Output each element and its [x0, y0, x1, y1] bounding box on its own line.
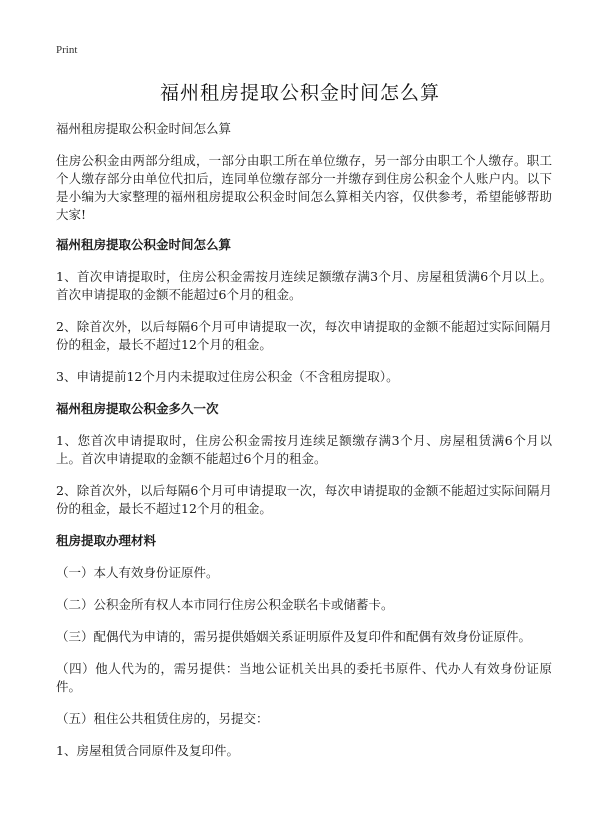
list-item: 2、除首次外，以后每隔6个月可申请提取一次，每次申请提取的金额不能超过实际间隔月份的租金，最长不超过12个月的租金。 — [56, 319, 552, 352]
intro-paragraph: 住房公积金由两部分组成，一部分由职工所在单位缴存，另一部分由职工个人缴存。职工个人缴存部分由单位代扣后，连同单位缴存部分一并缴存到住房公积金个人账户内。以下是小编为大家整理的福州租房提取公积金时间怎么算相关内容，仅供参考，希望能够帮助大家! — [56, 153, 552, 222]
section-heading-materials: 租房提取办理材料 — [56, 533, 157, 548]
document-subtitle: 福州租房提取公积金时间怎么算 — [56, 121, 232, 136]
section-heading-time: 福州租房提取公积金时间怎么算 — [56, 237, 232, 252]
list-item: （三）配偶代为申请的，需另提供婚姻关系证明原件及复印件和配偶有效身份证原件。 — [56, 629, 532, 644]
list-item: 2、除首次外，以后每隔6个月可申请提取一次，每次申请提取的金额不能超过实际间隔月份的租金，最长不超过12个月的租金。 — [56, 483, 552, 516]
print-label: Print — [56, 44, 78, 56]
list-item: 1、房屋租赁合同原件及复印件。 — [56, 743, 239, 758]
list-item: （一）本人有效身份证原件。 — [56, 565, 219, 580]
list-item: 1、您首次申请提取时，住房公积金需按月连续足额缴存满3个月、房屋租赁满6个月以上。首次申请提取的金额不能超过6个月的租金。 — [56, 433, 552, 466]
list-item: （二）公积金所有权人本市同行住房公积金联名卡或储蓄卡。 — [56, 597, 394, 612]
document-body — [56, 120, 552, 774]
list-item: 1、首次申请提取时，住房公积金需按月连续足额缴存满3个月、房屋租赁满6个月以上。首次申请提取的金额不能超过6个月的租金。 — [56, 269, 552, 302]
list-item: （五）租住公共租赁住房的，另提交： — [56, 711, 269, 726]
list-item: 3、申请提前12个月内未提取过住房公积金（不含租房提取）。 — [56, 369, 399, 384]
list-item: （四）他人代为的，需另提供：当地公证机关出具的委托书原件、代办人有效身份证原件。 — [56, 661, 552, 694]
page-title: 福州租房提取公积金时间怎么算 — [159, 82, 440, 104]
section-heading-frequency: 福州租房提取公积金多久一次 — [56, 401, 219, 416]
